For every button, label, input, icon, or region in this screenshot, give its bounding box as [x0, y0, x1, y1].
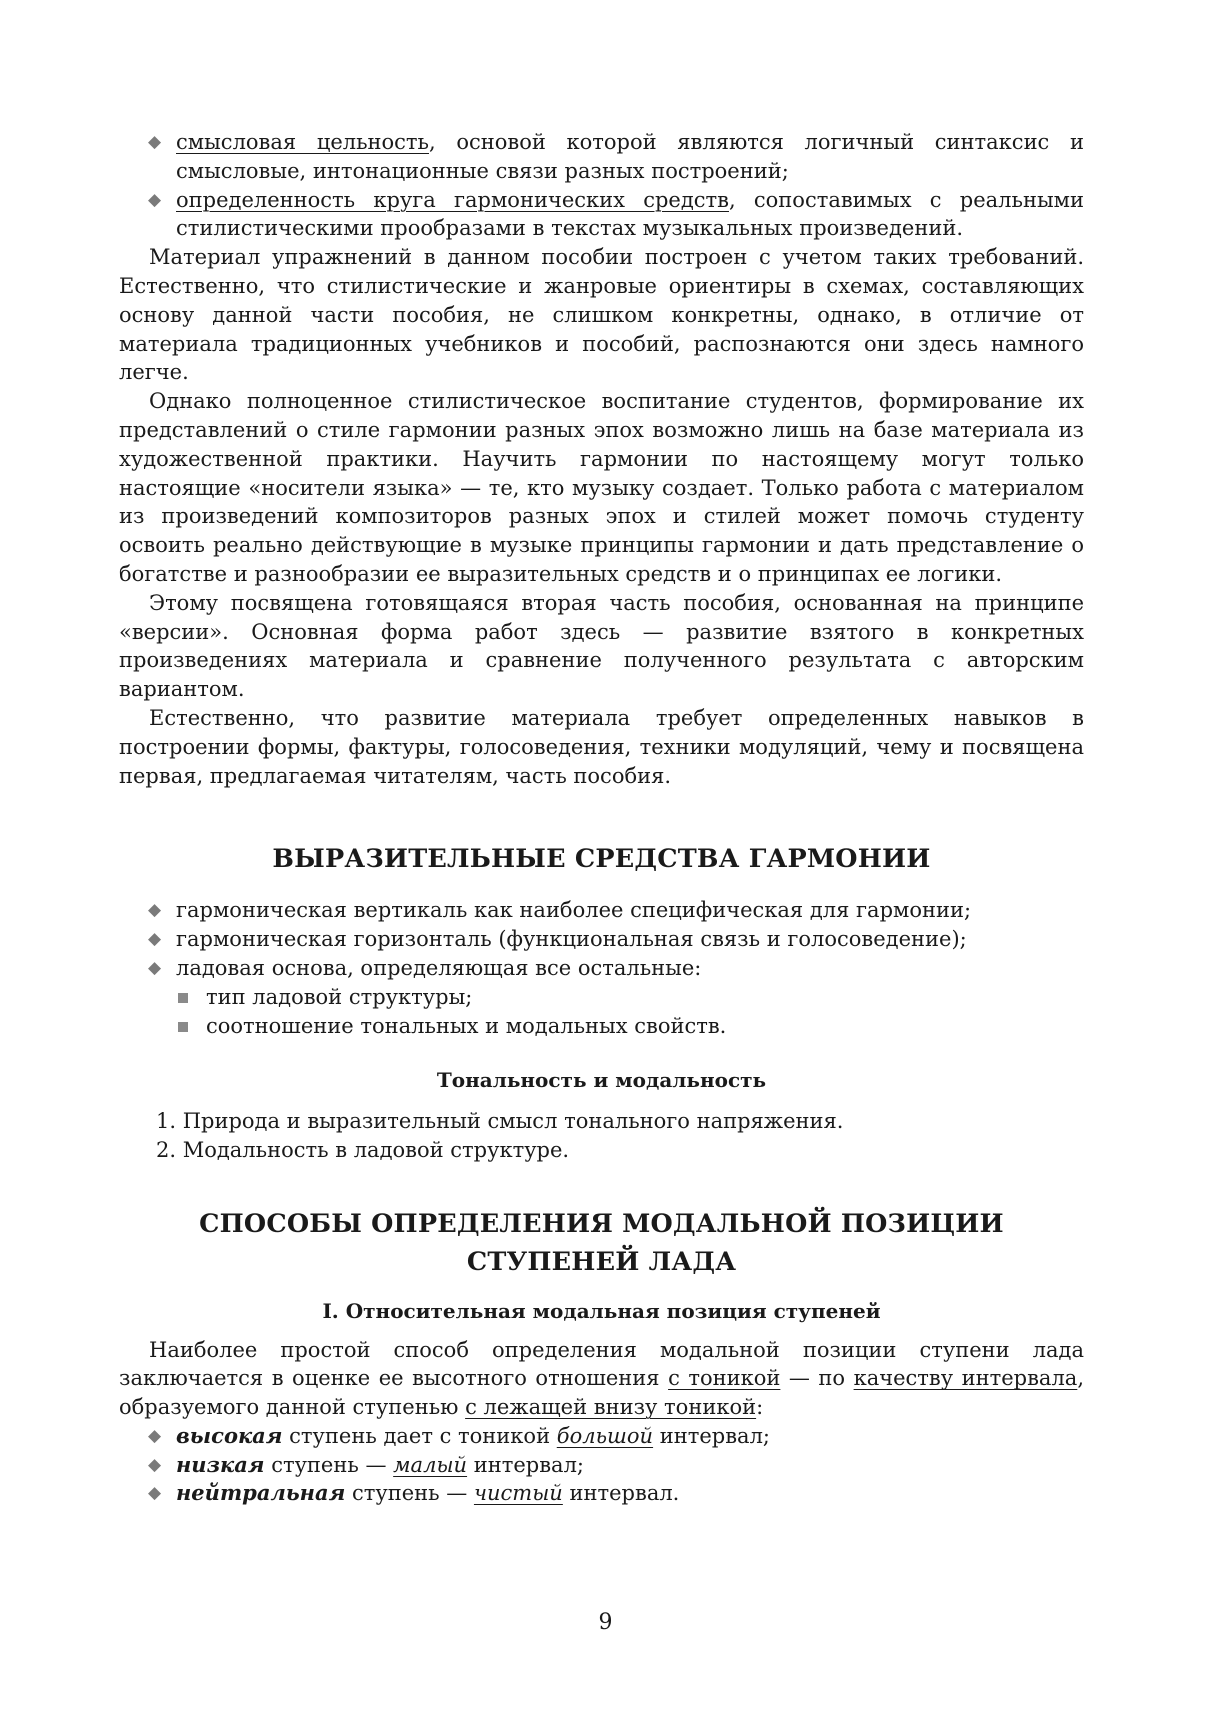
numbered-list: [119, 1107, 1084, 1165]
list-item: соотношение тональных и модальных свойств.: [206, 1012, 1084, 1041]
diamond-icon: ◆: [148, 957, 162, 978]
subheading-tonality: Тональность и модальность: [436, 1068, 767, 1093]
subheading-relative-position: I. Относительная модальная позиция ступеней: [322, 1298, 881, 1323]
list-item: ◆ смысловая цельность, основой которой являются логичный синтаксис и смысловые, интонационные связи разных построений;: [148, 130, 1084, 183]
list-item: тип ладовой структуры;: [206, 983, 1084, 1012]
square-icon: [178, 993, 188, 1003]
paragraph: Этому посвящена готовящаяся вторая часть пособия, основанная на принципе «версии». Основная форма работ здесь — развитие взятого в конкретных произведениях материала и сравнение полученного результата с авторским вариантом.: [119, 590, 1084, 702]
diamond-icon: ◆: [148, 189, 162, 210]
diamond-icon: ◆: [148, 900, 162, 921]
paragraph: Наиболее простой способ определения модальной позиции ступени лада заключается в оценке ее высотного отношения с тоникой — по качеству интервала, образуемого данной ступенью с лежащей внизу тоникой:: [119, 1337, 1085, 1420]
square-icon: [178, 1022, 188, 1032]
paragraph: Однако полноценное стилистическое воспитание студентов, формирование их представлений о стиле гармонии разных эпох возможно лишь на базе материала из художественной практики. Научить гармонии по настоящему могут только настоящие «носители языка» — те, кто музыку создает. Только работа с материалом из произведений композиторов разных эпох и стилей может помочь студенту освоить реально действующие в музыке принципы гармонии и дать представление о богатстве и разнообразии ее выразительных средств и о принципах ее логики.: [119, 389, 1084, 586]
diamond-icon: ◆: [148, 929, 162, 950]
diamond-icon: ◆: [148, 1454, 162, 1475]
list-item: ◆ определенность круга гармонических средств, сопоставимых с реальными стилистическими прообразами в текстах музыкальных произведений.: [148, 187, 1084, 241]
list-item: ◆ нейтральная ступень — чистый интервал.: [176, 1479, 1084, 1508]
diamond-icon: ◆: [148, 1425, 162, 1446]
mode-basis-sublist: [119, 983, 1084, 1041]
list-item: ◆ гармоническая горизонталь (функциональная связь и голосоведение);: [176, 925, 1084, 954]
step-position-list: [119, 1422, 1084, 1508]
page-content: [119, 128, 1084, 1508]
list-item: 2. Модальность в ладовой структуре.: [156, 1137, 570, 1162]
paragraph: Материал упражнений в данном пособии построен с учетом таких требований. Естественно, что стилистические и жанровые ориентиры в схемах, составляющих основу данной части пособия, не слишком конкретны, однако, в отличие от материала традиционных учебников и пособий, распознаются они здесь намного легче.: [119, 245, 1084, 385]
list-item: ◆ гармоническая вертикаль как наиболее специфическая для гармонии;: [176, 896, 1084, 925]
expressive-means-list: [119, 896, 1084, 982]
section-title-modal-position: СПОСОБЫ ОПРЕДЕЛЕНИЯ МОДАЛЬНОЙ ПОЗИЦИИ СТУПЕНЕЙ ЛАДА: [199, 1208, 1004, 1277]
list-item: 1. Природа и выразительный смысл тонального напряжения.: [156, 1109, 844, 1134]
diamond-icon: ◆: [148, 1483, 162, 1504]
list-item: ◆ высокая ступень дает с тоникой большой интервал;: [176, 1422, 1084, 1451]
page-number: 9: [598, 1610, 613, 1635]
paragraph: Естественно, что развитие материала требует определенных навыков в построении формы, фактуры, голосоведения, техники модуляций, чему и посвящена первая, предлагаемая читателям, часть пособия.: [119, 705, 1084, 788]
section-title-expressive-means: ВЫРАЗИТЕЛЬНЫЕ СРЕДСТВА ГАРМОНИИ: [272, 844, 931, 875]
intro-bullet-list: [119, 128, 1084, 243]
diamond-icon: ◆: [148, 132, 162, 152]
list-item: ◆ низкая ступень — малый интервал;: [176, 1451, 1084, 1480]
list-item: ◆ ладовая основа, определяющая все остальные:: [176, 954, 1084, 983]
